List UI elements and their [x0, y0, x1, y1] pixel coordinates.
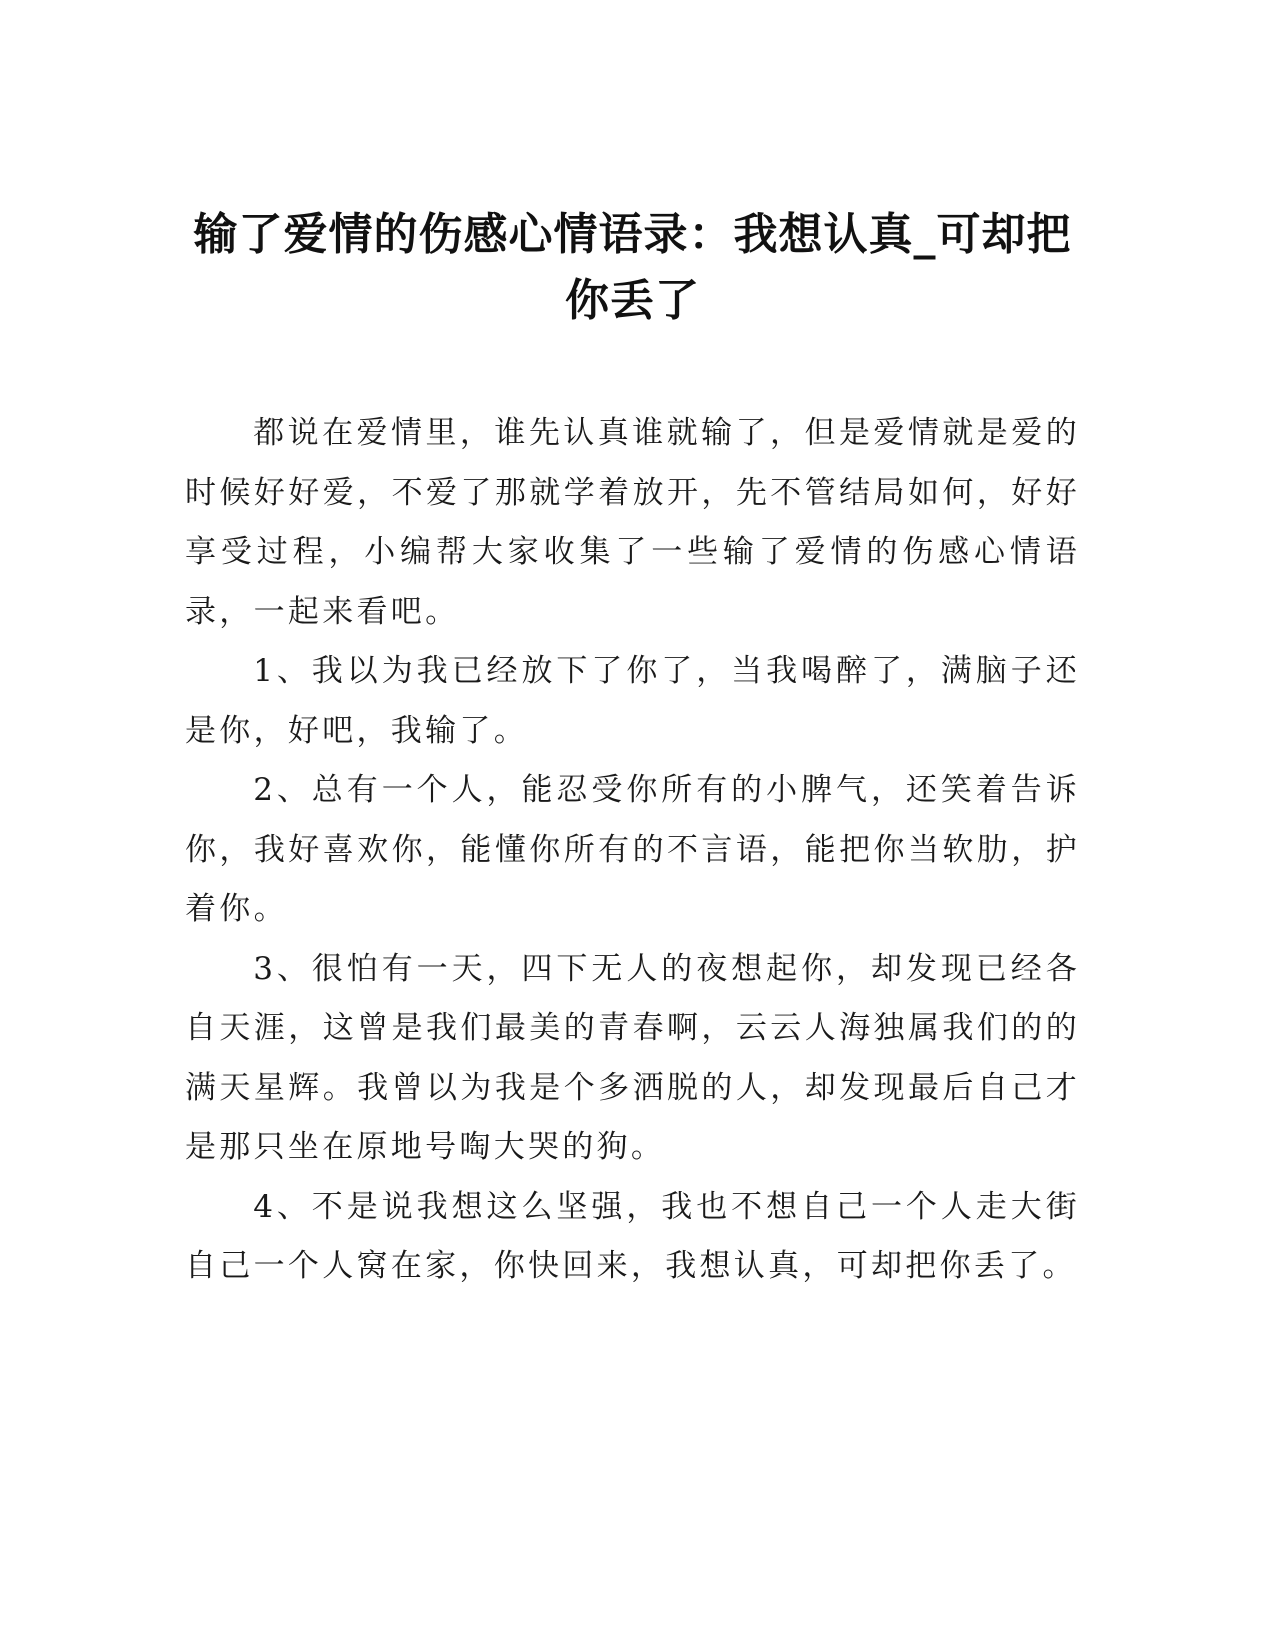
quote-paragraph-1: 1、我以为我已经放下了你了，当我喝醉了，满脑子还是你，好吧，我输了。	[185, 653, 1080, 749]
quote-paragraph-4: 4、不是说我想这么坚强，我也不想自己一个人走大街自己一个人窝在家，你快回来，我想认真，可却把你丢了。	[185, 1188, 1080, 1284]
quote-paragraph-3: 3、很怕有一天，四下无人的夜想起你，却发现已经各自天涯，这曾是我们最美的青春啊，云云人海独属我们的的满天星辉。我曾以为我是个多洒脱的人，却发现最后自己才是那只坐在原地号啕大哭的狗。	[185, 950, 1080, 1165]
document-title: 输了爱情的伤感心情语录：我想认真_可却把你丢了	[193, 209, 1072, 326]
intro-paragraph: 都说在爱情里，谁先认真谁就输了，但是爱情就是爱的时候好好爱，不爱了那就学着放开，先不管结局如何，好好享受过程，小编帮大家收集了一些输了爱情的伤感心情语录，一起来看吧。	[185, 415, 1080, 630]
document-body	[185, 404, 1080, 1297]
quote-paragraph-2: 2、总有一个人，能忍受你所有的小脾气，还笑着告诉你，我好喜欢你，能懂你所有的不言语，能把你当软肋，护着你。	[185, 772, 1080, 927]
